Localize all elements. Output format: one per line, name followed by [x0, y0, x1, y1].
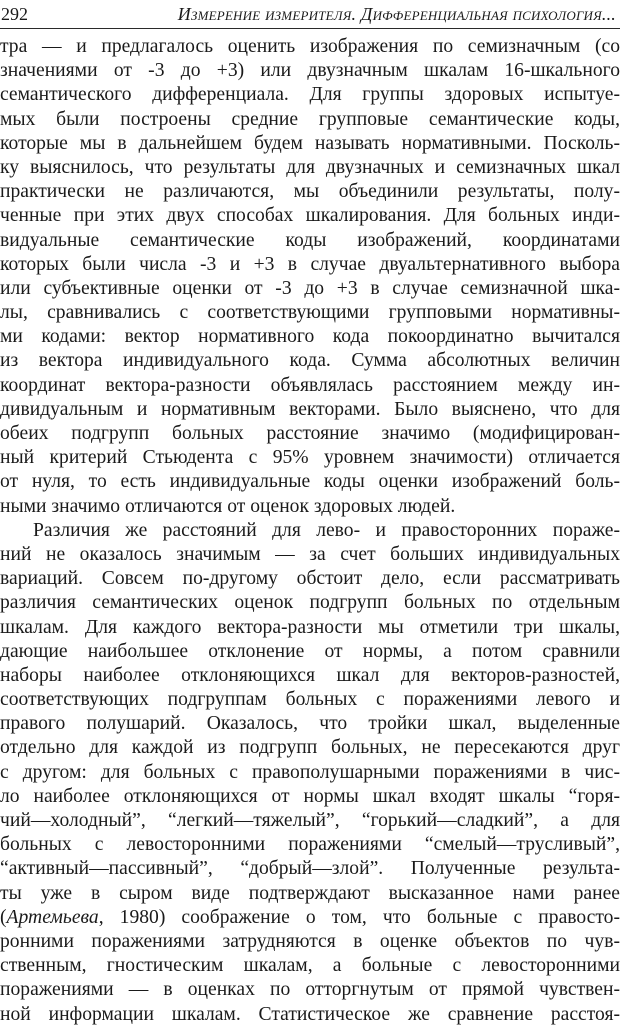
text-line: видуальные семантические коды изображений, координатами: [0, 229, 620, 251]
text-line: мых были построены средние групповые семантические коды,: [0, 108, 620, 130]
text-line: ми кодами: вектор нормативного кода покоординатно вычитался: [0, 326, 620, 348]
text-line: Различия же расстояний для лево- и правосторонних пораже-: [33, 519, 620, 541]
text-line: ный критерий Стьюдента с 95% уровнем значимости) отличается: [0, 447, 620, 469]
running-head: Измерение измерителя. Дифференциальная психология...: [177, 4, 616, 24]
text-line: значениями от -3 до +3) или двузначным шкалам 16-шкального: [0, 60, 620, 82]
text-line: соответствующих подгруппам больных с поражениями левого и: [0, 689, 620, 711]
citation-rest: , 1980) соображение о том, что больные с правосто-: [98, 906, 620, 928]
paragraph-2: [0, 519, 620, 1027]
text-line: с другом: для больных с правополушарными поражениями в чис-: [0, 761, 620, 783]
text-line: чий—холодный”, “легкий—тяжелый”, “горький—сладкий”, а для: [0, 810, 620, 831]
text-line: практически не различаются, мы объединили результаты, полу-: [0, 181, 620, 203]
text-line: ло наиболее отклоняющихся от нормы шкал входят шкалы “горя-: [0, 785, 620, 807]
text-line: ронними поражениями затрудняются в оценке объектов по чув-: [0, 930, 620, 952]
text-line: лы, сравнивались с соответствующими групповыми нормативны-: [0, 302, 620, 324]
text-line: поражениями — в оценках по отторгнутым от прямой чувствен-: [0, 979, 620, 1001]
text-line: ку выяснилось, что результаты для двузначных и семизначных шкал: [0, 156, 620, 178]
text-line: дивидуальным и нормативным векторами. Было выяснено, что для: [0, 398, 620, 420]
text-line: дающие наибольшее отклонение от нормы, а потом сравнили: [0, 640, 620, 662]
text-line: вариаций. Совсем по-другому обстоит дело, если рассматривать: [0, 568, 620, 590]
text-line: ной информации шкалам. Статистическое же сравнение расстоя-: [0, 1003, 620, 1025]
text-line: которых были числа -3 и +3 в случае двуальтернативного выбора: [0, 253, 620, 275]
text-line: ты уже в сыром виде подтверждают высказанное нами ранее: [0, 882, 620, 904]
text-line: наборы наиболее отклоняющихся шкал для векторов-разностей,: [0, 664, 620, 686]
citation-open: (: [0, 906, 7, 928]
text-line: обеих подгрупп больных расстояние значимо (модифицирован-: [0, 423, 620, 444]
text-line: “активный—пассивный”, “добрый—злой”. Полученные результа-: [0, 858, 620, 880]
body-text: [0, 35, 620, 1027]
text-line: шкалам. Для каждого вектора-разности мы отметили три шкалы,: [0, 616, 620, 638]
text-line: больных с левосторонними поражениями “смелый—трусливый”,: [0, 834, 620, 856]
text-line: отдельно для каждой из подгрупп больных, не пересекаются друг: [0, 737, 620, 759]
page-number: 292: [1, 4, 28, 24]
text-line: от нуля, то есть индивидуальные коды оценки изображений боль-: [0, 471, 620, 493]
text-line: различия семантических оценок подгрупп больных по отдельным: [0, 592, 620, 614]
text-line-with-citation: [0, 906, 620, 930]
text-line: ственным, гностическим шкалам, а больные с левосторонними: [0, 955, 620, 977]
text-line: ными значимо отличаются от оценок здоровых людей.: [0, 495, 456, 517]
text-line: координат вектора-разности объявлялась расстоянием между ин-: [0, 374, 620, 396]
text-line: которые мы в дальнейшем будем называть нормативными. Посколь-: [0, 132, 620, 154]
paragraph-1: [0, 35, 620, 519]
header-rule: [0, 28, 620, 29]
text-line: тра — и предлагалось оценить изображения по семизначным (со: [0, 36, 620, 57]
text-line: из вектора индивидуального кода. Сумма абсолютных величин: [0, 350, 620, 372]
citation-author: Артемьева: [6, 906, 99, 928]
page-header: [0, 0, 620, 30]
text-line: ченные при этих двух способах шкалирования. Для больных инди-: [0, 205, 620, 227]
text-line: или субъективные оценки от -3 до +3 в случае семизначной шка-: [0, 277, 620, 299]
text-line: ний не оказалось значимым — за счет больших индивидуальных: [0, 543, 620, 565]
text-line: семантического дифференциала. Для группы здоровых испытуе-: [0, 84, 620, 106]
text-line: правого полушарий. Оказалось, что тройки шкал, выделенные: [0, 713, 620, 735]
